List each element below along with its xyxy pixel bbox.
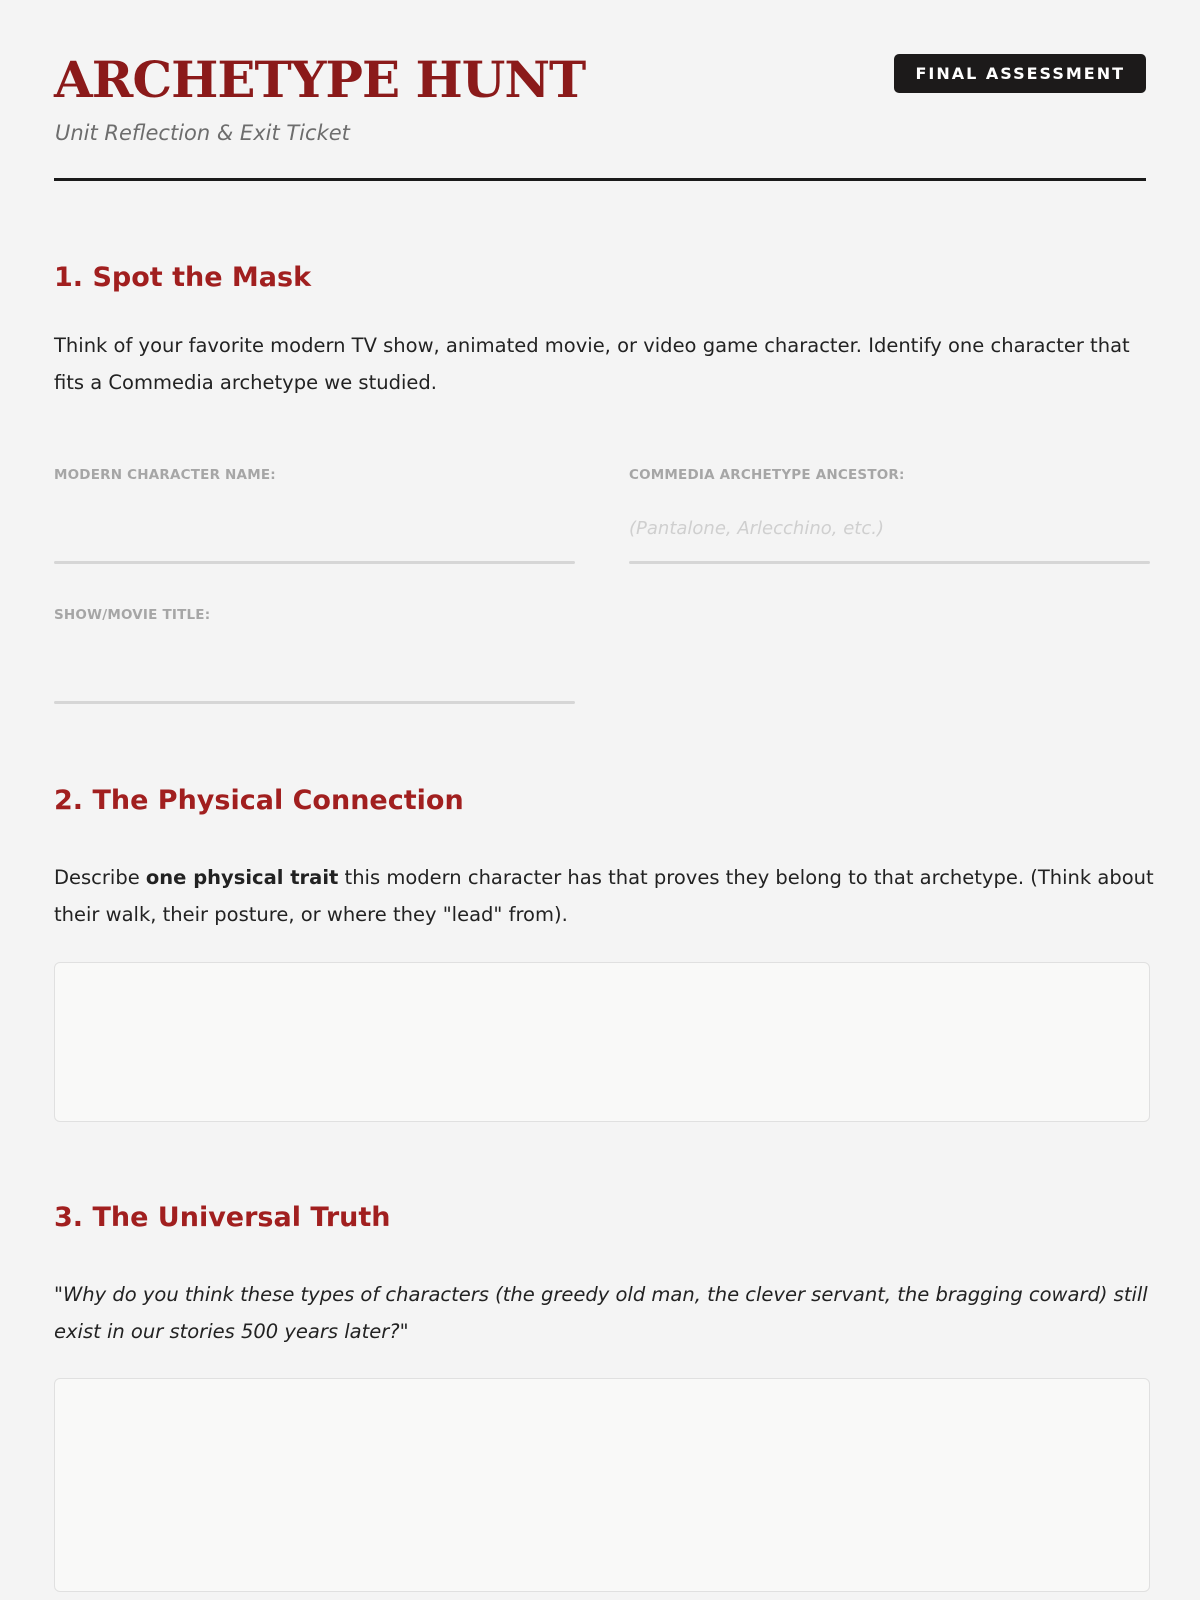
section-1-prompt: Think of your favorite modern TV show, animated movie, or video game character. Identify one character that fits a Commedia archetype we studied. — [54, 334, 1130, 394]
page-title: ARCHETYPE HUNT — [54, 50, 586, 109]
character-name-line — [54, 561, 575, 564]
archetype-ancestor-input[interactable]: (Pantalone, Arlecchino, etc.) — [629, 518, 884, 539]
section-3-heading: 3. The Universal Truth — [54, 1202, 391, 1233]
physical-trait-answer-box[interactable] — [54, 962, 1150, 1122]
show-title-line — [54, 701, 575, 704]
section-1-heading: 1. Spot the Mask — [54, 262, 312, 293]
section-2-prompt — [54, 859, 1154, 933]
archetype-ancestor-line — [629, 561, 1150, 564]
section-2-prompt-emphasis: one physical trait — [145, 866, 339, 889]
worksheet-header — [54, 0, 1146, 181]
section-2-prompt-end: this modern character has that proves they belong to that archetype. (Think about their walk, their posture, or where they "lead" from). — [54, 866, 1154, 926]
section-2-heading: 2. The Physical Connection — [54, 785, 464, 816]
assessment-badge: FINAL ASSESSMENT — [894, 54, 1146, 93]
show-title-label: SHOW/MOVIE TITLE: — [54, 607, 211, 623]
archetype-ancestor-label: COMMEDIA ARCHETYPE ANCESTOR: — [629, 467, 905, 483]
section-2-prompt-start: Describe — [54, 866, 146, 889]
section-3-quote: "Why do you think these types of characters (the greedy old man, the clever servant, the bragging coward) still exist in our stories 500 years later?" — [54, 1283, 1148, 1343]
universal-truth-answer-box[interactable] — [54, 1378, 1150, 1592]
character-name-label: MODERN CHARACTER NAME: — [54, 467, 276, 483]
page-subtitle: Unit Reflection & Exit Ticket — [55, 121, 350, 145]
